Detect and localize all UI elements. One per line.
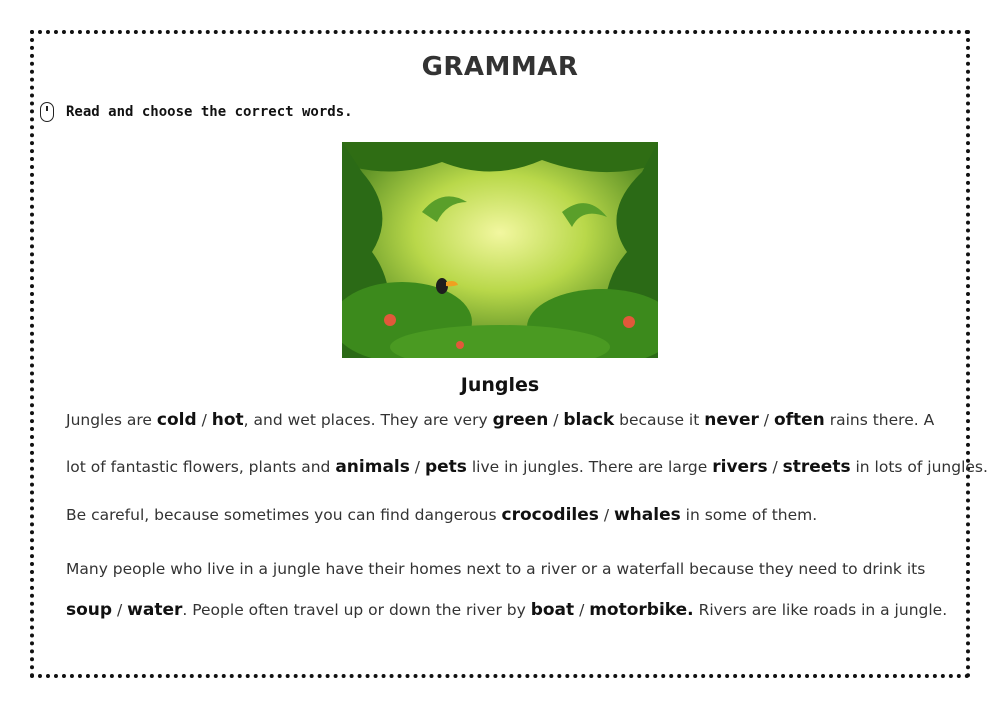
- text-segment: /: [574, 601, 590, 619]
- text-segment: . People often travel up or down the river by: [182, 601, 531, 619]
- text-line: [66, 560, 925, 578]
- page-title: GRAMMAR: [421, 52, 579, 82]
- text-line: [66, 505, 817, 525]
- word-choice[interactable]: animals: [335, 457, 410, 477]
- word-choice[interactable]: often: [773, 410, 825, 430]
- text-segment: in some of them.: [680, 506, 818, 524]
- mouse-icon: [40, 102, 54, 122]
- word-choice[interactable]: soup: [66, 600, 113, 620]
- word-choice[interactable]: cold: [156, 410, 197, 430]
- word-choice[interactable]: pets: [424, 457, 467, 477]
- word-choice[interactable]: rivers: [712, 457, 768, 477]
- text-segment: /: [196, 411, 212, 429]
- text-segment: /: [758, 411, 774, 429]
- word-choice[interactable]: water: [127, 600, 183, 620]
- text-segment: /: [598, 506, 614, 524]
- word-choice[interactable]: boat: [530, 600, 575, 620]
- text-line: [66, 457, 988, 477]
- text-segment: lot of fantastic flowers, plants and: [66, 458, 336, 476]
- instruction-text: Read and choose the correct words.: [66, 104, 353, 120]
- text-segment: in lots of jungles.: [850, 458, 988, 476]
- word-choice[interactable]: green: [492, 410, 549, 430]
- text-segment: Jungles are: [66, 411, 157, 429]
- text-segment: , and wet places. They are very: [243, 411, 493, 429]
- text-segment: Many people who live in a jungle have their homes next to a river or a waterfall because they need to drink its: [66, 560, 926, 578]
- word-choice[interactable]: hot: [211, 410, 244, 430]
- story-heading: Jungles: [460, 374, 540, 396]
- text-segment: /: [409, 458, 425, 476]
- text-segment: Rivers are like roads in a jungle.: [693, 601, 948, 619]
- jungle-image: [342, 142, 658, 358]
- text-segment: /: [548, 411, 564, 429]
- text-segment: /: [767, 458, 783, 476]
- text-segment: live in jungles. There are large: [466, 458, 713, 476]
- word-choice[interactable]: black: [563, 410, 615, 430]
- text-line: [66, 600, 947, 620]
- text-segment: rains there. A: [824, 411, 935, 429]
- word-choice[interactable]: never: [704, 410, 759, 430]
- word-choice[interactable]: whales: [613, 505, 681, 525]
- word-choice[interactable]: motorbike.: [589, 600, 694, 620]
- text-line: [66, 410, 934, 430]
- word-choice[interactable]: crocodiles: [501, 505, 599, 525]
- text-segment: /: [112, 601, 128, 619]
- instruction-row: [40, 100, 353, 124]
- text-segment: Be careful, because sometimes you can find dangerous: [66, 506, 502, 524]
- word-choice[interactable]: streets: [782, 457, 851, 477]
- text-segment: because it: [614, 411, 705, 429]
